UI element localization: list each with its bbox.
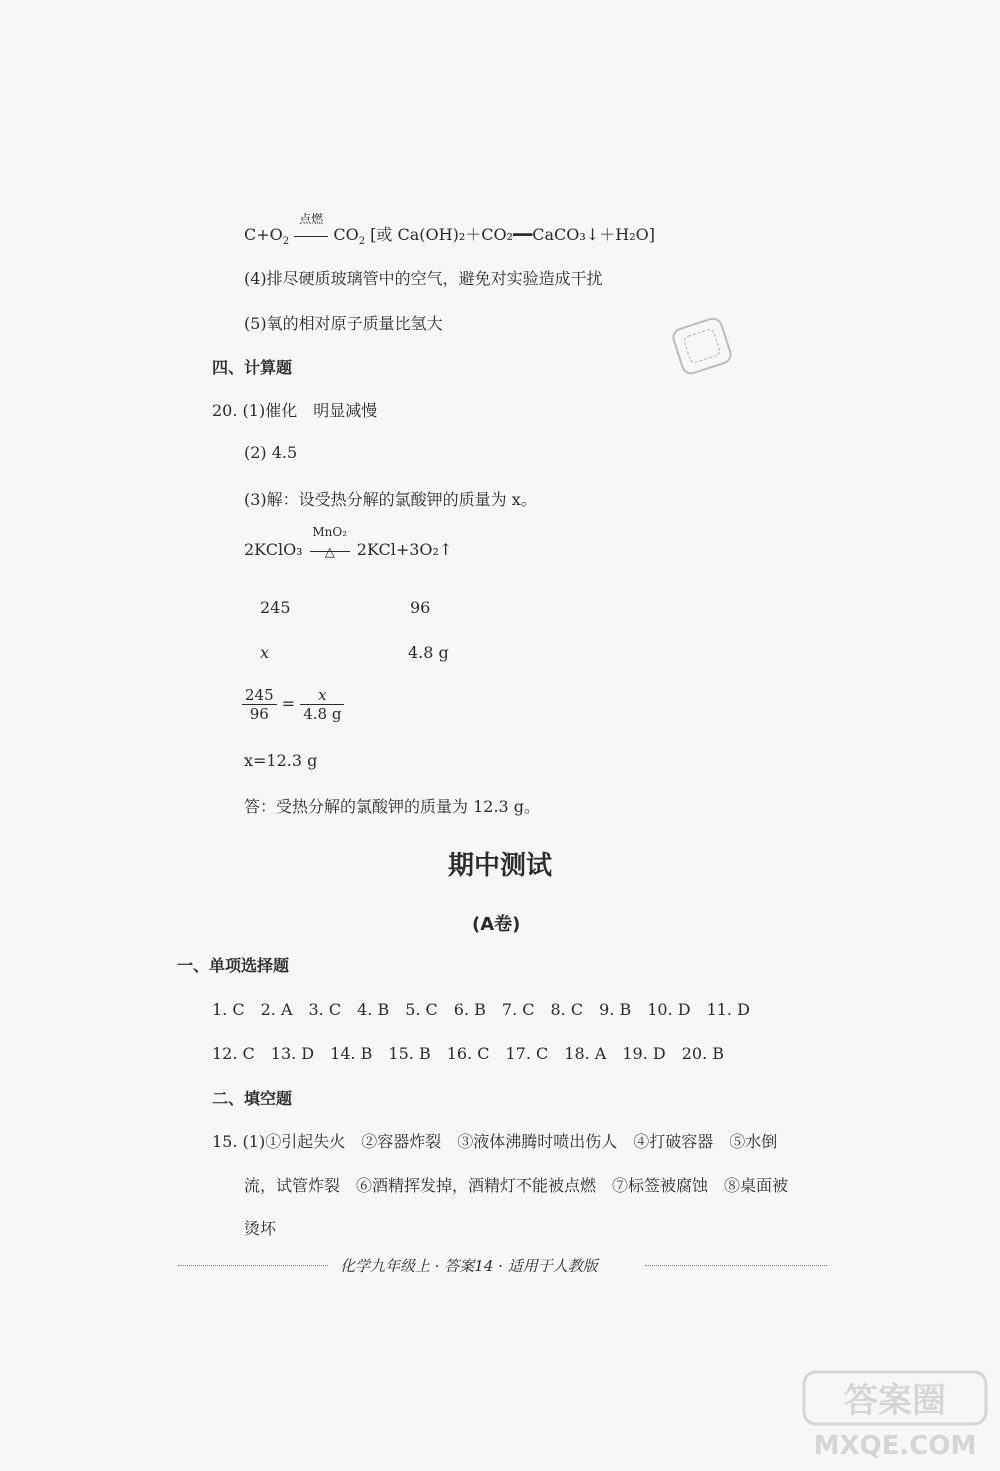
midterm-subtitle: (A卷) [472,914,521,935]
ratio-right-numerator: x [300,686,344,705]
item-5: (5)氧的相对原子质量比氢大 [244,314,443,333]
q20-part3: (3)解：设受热分解的氯酸钾的质量为 x。 [244,490,537,509]
section4-heading: 四、计算题 [212,358,293,377]
footer-rule-left [178,1265,328,1266]
calc-result: x=12.3 g [244,751,318,770]
ratio-equals: = [281,694,296,713]
mass-left-1: 245 [260,598,291,617]
footer-text: 化学九年级上 · 答案14 · 适用于人教版 [340,1257,598,1275]
item-4: (4)排尽硬质玻璃管中的空气，避免对实验造成干扰 [244,269,603,288]
reaction-sub-o2: 2 [282,236,290,248]
section2-heading: 二、填空题 [212,1089,293,1108]
mass-right-1: 96 [410,598,431,617]
answers-row-2: 12. C 13. D 14. B 15. B 16. C 17. C 18. A 19. D 20. B [212,1044,724,1063]
ratio-left-numerator: 245 [242,686,277,705]
midterm-title: 期中测试 [448,851,553,881]
q20-part1: 20. (1)催化 明显减慢 [212,401,378,420]
footer-rule-right [645,1265,827,1266]
reaction-product: CO [333,225,359,244]
ratio-right-fraction [300,686,344,723]
answers-row-1: 1. C 2. A 3. C 4. B 5. C 6. B 7. C 8. C 9. B 10. D 11. D [212,1000,750,1019]
reaction-alternative: [或 Ca(OH)₂＋CO₂━━CaCO₃↓＋H₂O] [370,225,655,244]
watermark-top-text: 答案圈 [844,1381,946,1421]
decomposition-equation [244,525,453,560]
ratio-left-fraction [242,686,277,723]
equation-right: 2KCl+3O₂↑ [356,540,453,559]
equation-catalyst: MnO₂ [312,525,348,539]
ratio-equation [242,686,344,723]
reaction-arrow [294,212,328,245]
ratio-right-denominator: 4.8 g [303,705,342,723]
q15-line-1: 15. (1)①引起失火 ②容器炸裂 ③液体沸腾时喷出伤人 ④打破容器 ⑤水倒 [212,1132,778,1151]
q20-part2: (2) 4.5 [244,443,298,462]
mass-right-2: 4.8 g [408,643,449,662]
equation-left: 2KClO₃ [244,540,303,559]
watermark-bottom-text: MXQE.COM [813,1431,977,1461]
stamp-mark [670,315,734,377]
q15-line-3: 烫坏 [244,1219,277,1238]
equation-arrow [310,525,350,560]
site-watermark-logo [800,1368,990,1463]
ratio-left-denominator: 96 [249,705,269,723]
section1-heading: 一、单项选择题 [177,956,290,975]
calc-answer: 答：受热分解的氯酸钾的质量为 12.3 g。 [244,797,541,816]
equation-heat: △ [324,545,335,560]
mass-left-2: x [260,643,270,662]
reaction-equation-1 [244,212,655,248]
reaction-sub-co2: 2 [358,236,366,248]
q15-line-2: 流，试管炸裂 ⑥酒精挥发掉，酒精灯不能被点燃 ⑦标签被腐蚀 ⑧桌面被 [244,1176,789,1195]
reaction-reactants: C+O [244,225,283,244]
reaction-condition: 点燃 [299,212,324,226]
